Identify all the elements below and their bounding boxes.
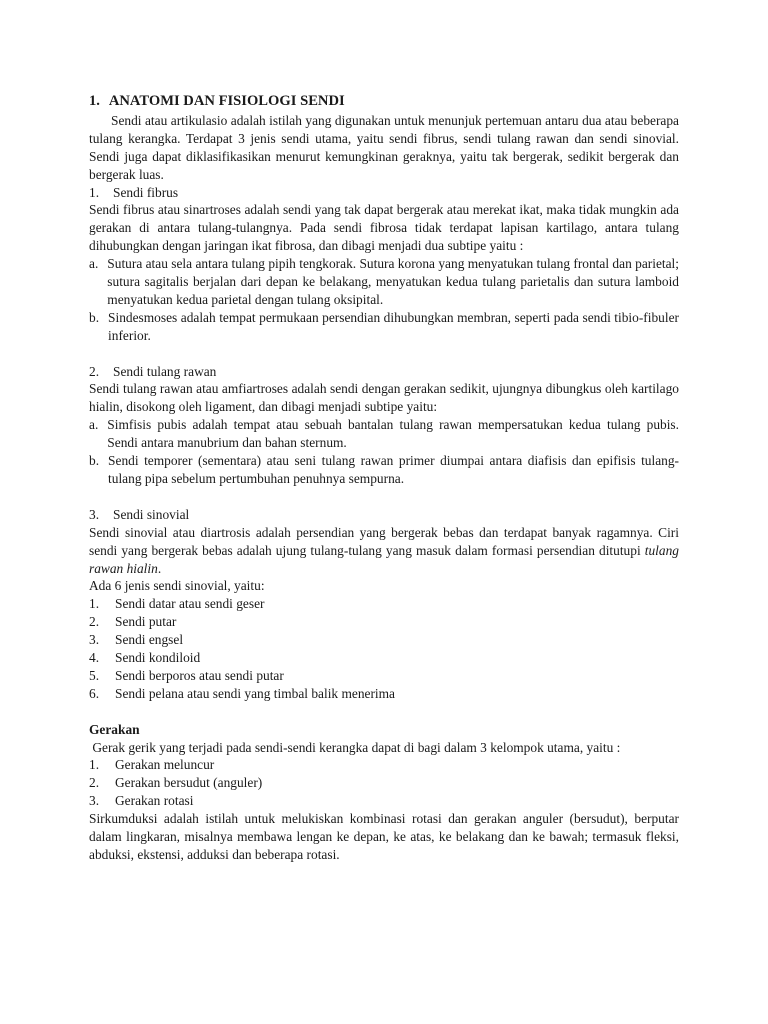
- item-text: Sindesmoses adalah tempat permukaan persendian dihubungkan membran, seperti pada sendi tibio-fibuler inferior.: [108, 309, 679, 343]
- tulang-rawan-body: Sendi tulang rawan atau amfiartroses adalah sendi dengan gerakan sedikit, ujungnya dibungkus oleh kartilago hialin, disokong oleh ligament, dan dibagi menjadi subtipe yaitu:: [89, 381, 679, 415]
- fibrus-item-b: [89, 309, 679, 345]
- item-letter: b.: [89, 453, 100, 469]
- list-item: [89, 649, 679, 667]
- list-text: Sendi kondiloid: [115, 650, 201, 666]
- title-number: 1.: [89, 93, 100, 109]
- page-title: [89, 93, 679, 111]
- tulang-rawan-item-a: [89, 416, 679, 452]
- section-heading-text: Sendi fibrus: [113, 184, 179, 200]
- sinovial-types-intro: Ada 6 jenis sendi sinovial, yaitu:: [89, 578, 265, 594]
- item-letter: b.: [89, 309, 100, 325]
- document-page: [89, 93, 679, 864]
- list-text: Sendi datar atau sendi geser: [115, 596, 265, 612]
- list-text: Sendi berporos atau sendi putar: [115, 667, 284, 683]
- list-text: Sendi putar: [115, 614, 177, 630]
- gerakan-closing: Sirkumduksi adalah istilah untuk melukiskan kombinasi rotasi dan gerakan anguler (bersudut), berputar dalam lingkaran, misalnya membawa lengan ke depan, ke atas, ke belakang dan ke bawah; termasuk fleksi, abduksi, ekstensi, adduksi dan beberapa rotasi.: [89, 811, 679, 863]
- intro-paragraph: Sendi atau artikulasio adalah istilah yang digunakan untuk menunjuk pertemuan antaru dua atau beberapa tulang kerangka. Terdapat 3 jenis sendi utama, yaitu sendi fibrus, sendi tulang rawan dan sendi sinovial. Sendi juga dapat diklasifikasikan menurut kemungkinan geraknya, yaitu tak bergerak, sedikit bergerak dan bergerak luas.: [89, 112, 679, 182]
- fibrus-body: Sendi fibrus atau sinartroses adalah sendi yang tak dapat bergerak atau merekat ikat, maka tidak mungkin ada gerakan di antara tulang-tulangnya. Pada sendi fibrosa tidak terdapat lapisan kartilago, antara tulang dihubungkan dengan jaringan ikat fibrosa, dan dibagi menjadi dua subtipe yaitu :: [89, 202, 679, 254]
- gerakan-list: [89, 756, 679, 810]
- list-item: [89, 756, 679, 774]
- section-number: 3.: [89, 506, 100, 522]
- section-heading-fibrus: [89, 184, 679, 202]
- section-heading-text: Sendi sinovial: [113, 506, 190, 522]
- list-item: [89, 631, 679, 649]
- title-text: ANATOMI DAN FISIOLOGI SENDI: [108, 93, 345, 109]
- list-text: Sendi engsel: [115, 632, 184, 648]
- list-text: Gerakan bersudut (anguler): [115, 775, 263, 791]
- list-number: 3.: [89, 793, 100, 809]
- list-item: [89, 613, 679, 631]
- list-number: 3.: [89, 632, 100, 648]
- section-number: 1.: [89, 184, 100, 200]
- spacer: [89, 488, 679, 506]
- fibrus-item-a: [89, 255, 679, 309]
- list-number: 6.: [89, 685, 100, 701]
- list-text: Sendi pelana atau sendi yang timbal balik menerima: [115, 685, 396, 701]
- list-number: 1.: [89, 757, 100, 773]
- spacer: [89, 345, 679, 363]
- section-heading-sinovial: [89, 506, 679, 524]
- sinovial-types-list: [89, 595, 679, 702]
- item-letter: a.: [89, 417, 99, 433]
- list-number: 5.: [89, 667, 100, 683]
- section-number: 2.: [89, 363, 100, 379]
- list-number: 1.: [89, 596, 100, 612]
- sinovial-body-end: .: [157, 560, 162, 576]
- tulang-rawan-item-b: [89, 452, 679, 488]
- list-item: [89, 595, 679, 613]
- gerakan-heading: Gerakan: [89, 721, 140, 737]
- list-item: [89, 774, 679, 792]
- item-text: Sendi temporer (sementara) atau seni tulang rawan primer diumpai antara diafisis dan epifisis tulang-tulang pipa sebelum pertumbuhan penuhnya sempurna.: [108, 453, 679, 487]
- list-item: [89, 792, 679, 810]
- list-text: Gerakan meluncur: [115, 757, 215, 773]
- list-item: [89, 685, 679, 703]
- sinovial-body-italic: tulang rawan hialin: [89, 542, 679, 576]
- spacer: [89, 703, 679, 721]
- list-number: 2.: [89, 614, 100, 630]
- list-text: Gerakan rotasi: [115, 793, 194, 809]
- list-number: 2.: [89, 775, 100, 791]
- list-item: [89, 667, 679, 685]
- gerakan-intro: Gerak gerik yang terjadi pada sendi-sendi kerangka dapat di bagi dalam 3 kelompok utama, yaitu :: [89, 739, 621, 755]
- item-text: Sutura atau sela antara tulang pipih tengkorak. Sutura korona yang menyatukan tulang frontal dan parietal; sutura sagitalis berjalan dari depan ke belakang, menyatukan kedua tulang parietalis dan sutura lamboid menyatukan kedua parietal dengan tulang oksipital.: [107, 256, 679, 307]
- item-letter: a.: [89, 256, 99, 272]
- sinovial-body: [89, 524, 679, 578]
- section-heading-tulang-rawan: [89, 363, 679, 381]
- sinovial-body-main: Sendi sinovial atau diartrosis adalah persendian yang bergerak bebas dan terdapat banyak ragamnya. Ciri sendi yang bergerak bebas adalah ujung tulang-tulang yang masuk dalam formasi persendian ditutupi: [89, 524, 679, 558]
- item-text: Simfisis pubis adalah tempat atau sebuah bantalan tulang rawan mempersatukan kedua tulang pubis. Sendi antara manubrium dan bahan sternum.: [107, 417, 679, 451]
- section-heading-text: Sendi tulang rawan: [113, 363, 217, 379]
- list-number: 4.: [89, 650, 100, 666]
